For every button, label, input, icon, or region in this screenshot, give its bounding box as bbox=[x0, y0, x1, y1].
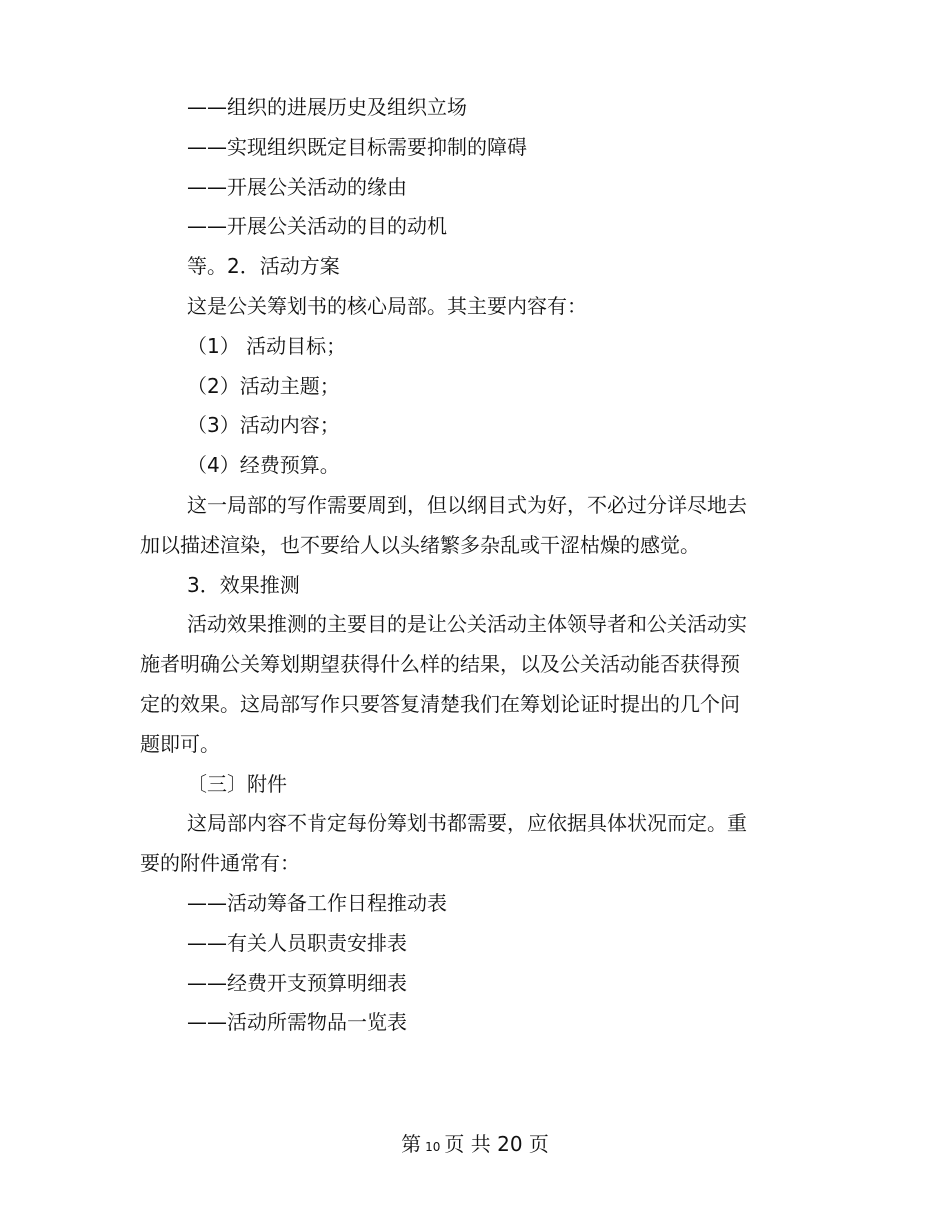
list-item: ——活动所需物品一览表 bbox=[187, 1010, 407, 1035]
paragraph-line: 活动效果推测的主要目的是让公关活动主体领导者和公关活动实 bbox=[187, 612, 747, 637]
body-text bbox=[140, 88, 800, 1043]
section-heading: 〔三〕附件 bbox=[187, 771, 287, 796]
section-heading: 3．效果推测 bbox=[187, 572, 300, 597]
list-item: ——实现组织既定目标需要抑制的障碍 bbox=[187, 134, 527, 159]
paragraph-line: 要的附件通常有： bbox=[140, 851, 300, 876]
paragraph-line: 施者明确公关筹划期望获得什么样的结果，以及公关活动能否获得预 bbox=[140, 652, 740, 677]
list-item: ——组织的进展历史及组织立场 bbox=[187, 95, 467, 119]
list-item: ——开展公关活动的目的动机 bbox=[187, 214, 447, 239]
list-item: ——活动筹备工作日程推动表 bbox=[187, 890, 447, 915]
page-number: 10 bbox=[425, 1140, 441, 1154]
list-item: ——开展公关活动的缘由 bbox=[187, 174, 407, 199]
paragraph-line: 定的效果。这局部写作只要答复清楚我们在筹划论证时提出的几个问 bbox=[140, 691, 740, 716]
list-item: （4）经费预算。 bbox=[187, 453, 340, 478]
footer-prefix: 第 bbox=[401, 1132, 422, 1156]
list-item: （2）活动主题； bbox=[187, 373, 340, 398]
paragraph-line: 这局部内容不肯定每份筹划书都需要，应依据具体状况而定。重 bbox=[187, 811, 747, 836]
list-item: （1） 活动目标； bbox=[187, 333, 347, 358]
paragraph-line: 加以描述渲染，也不要给人以头绪繁多杂乱或干涩枯燥的感觉。 bbox=[140, 532, 700, 557]
list-item: ——经费开支预算明细表 bbox=[187, 970, 407, 995]
paragraph-line: 这一局部的写作需要周到，但以纲目式为好，不必过分详尽地去 bbox=[187, 492, 747, 517]
section-heading: 等。2．活动方案 bbox=[187, 254, 340, 279]
footer-suffix: 页 共 20 页 bbox=[444, 1132, 549, 1156]
page-footer bbox=[0, 1129, 950, 1162]
list-item: ——有关人员职责安排表 bbox=[187, 930, 407, 955]
paragraph-line: 题即可。 bbox=[140, 731, 220, 756]
paragraph-line: 这是公关筹划书的核心局部。其主要内容有： bbox=[187, 293, 587, 318]
list-item: （3）活动内容； bbox=[187, 413, 340, 438]
